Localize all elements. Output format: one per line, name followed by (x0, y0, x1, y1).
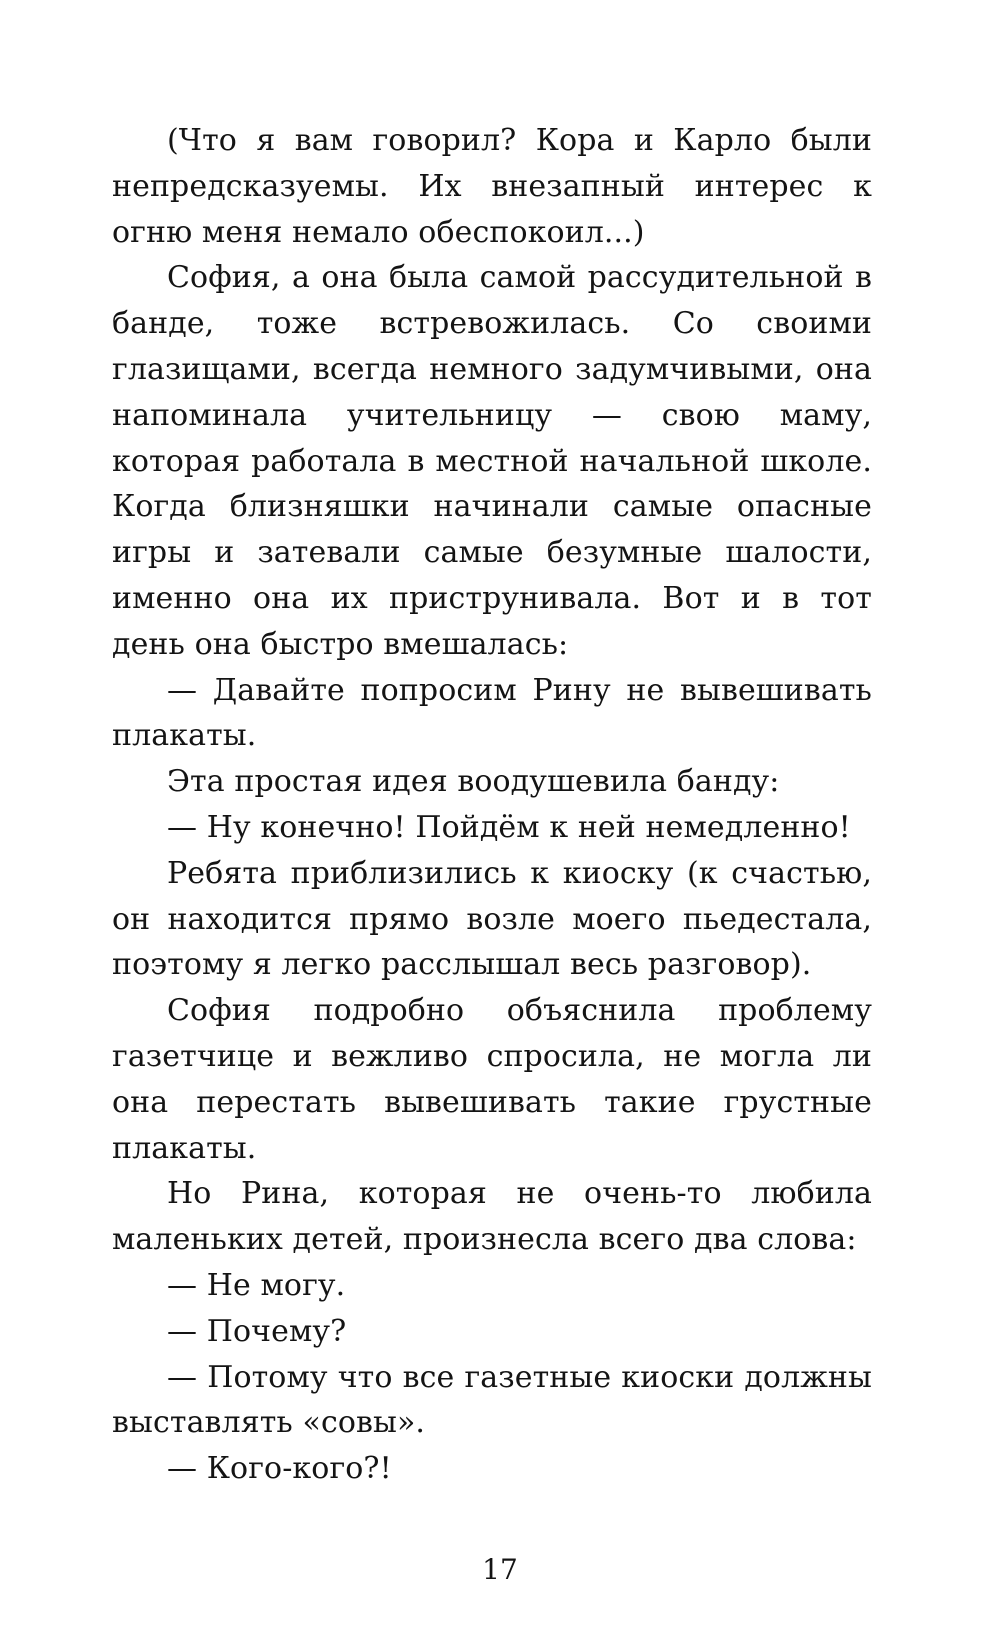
paragraph-7: София подробно объяснила проблему газетчице и вежливо спросила, не могла ли она перестать вывешивать такие грустные плакаты. (112, 993, 872, 1166)
paragraph-2: София, а она была самой рассудительной в банде, тоже встревожилась. Со своими глазищами, всегда немного задумчивыми, она напоминала учительницу — свою маму, которая работала в местной начальной школе. Когда близняшки начинали самые опасные игры и затевали самые безумные шалости, именно она их приструнивала. Вот и в тот день она быстро вмешалась: (112, 260, 872, 662)
body-text (112, 118, 872, 1492)
paragraph-9: — Не могу. (167, 1267, 346, 1303)
paragraph-10: — Почему? (167, 1313, 347, 1349)
paragraph-12: — Кого-кого?! (167, 1451, 392, 1487)
paragraph-6: Ребята приблизились к киоску (к счастью, он находится прямо возле моего пьедестала, поэтому я легко расслышал весь разговор). (112, 855, 872, 983)
page-number: 17 (482, 1553, 518, 1586)
paragraph-11: — Потому что все газетные киоски должны выставлять «совы». (112, 1359, 872, 1441)
paragraph-4: Эта простая идея воодушевила банду: (167, 764, 780, 800)
paragraph-8: Но Рина, которая не очень-то любила маленьких детей, произнесла всего два слова: (112, 1176, 872, 1258)
paragraph-3: — Давайте попросим Рину не вывешивать плакаты. (112, 672, 872, 754)
paragraph-1: (Что я вам говорил? Кора и Карло были непредсказуемы. Их внезапный интерес к огню меня немало обеспокоил...) (112, 123, 872, 250)
paragraph-5: — Ну конечно! Пойдём к ней немедленно! (167, 809, 851, 845)
